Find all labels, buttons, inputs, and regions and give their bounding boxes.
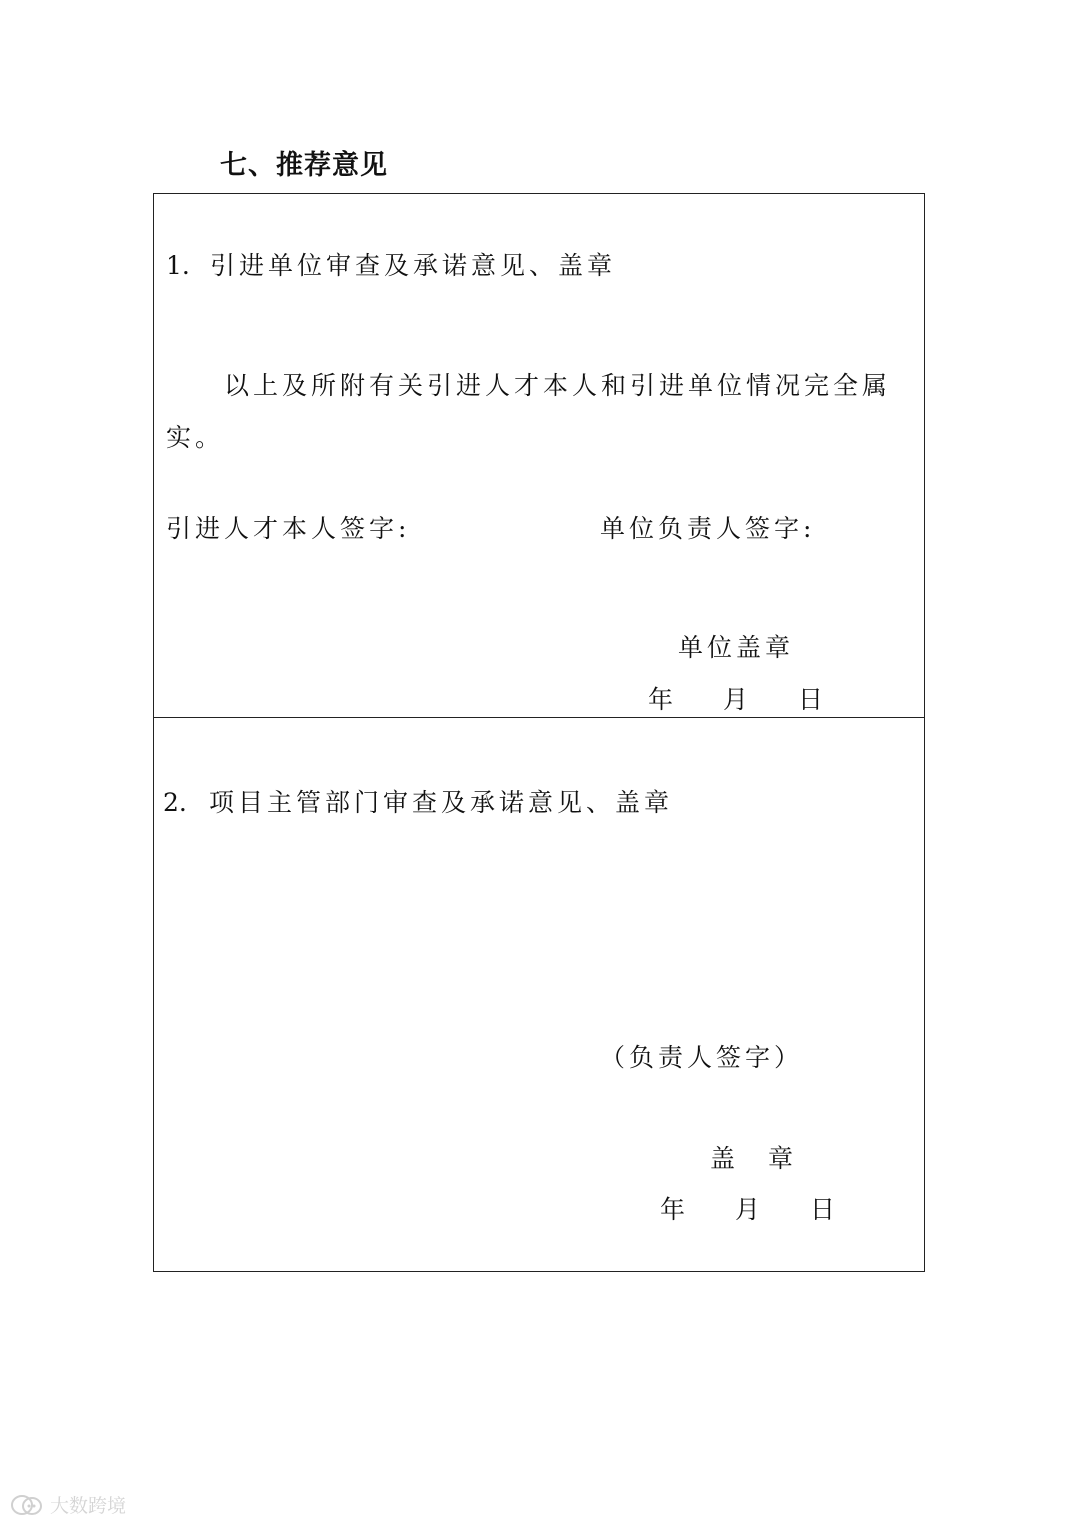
unit-seal-label: 单位盖章 [678,633,795,662]
recommendation-form-table [153,193,925,1272]
date-day: 日 [798,685,828,714]
responsible-signature-label: （负责人签字） [600,1043,804,1072]
talent-signature-label: 引进人才本人签字: [166,514,411,543]
watermark [10,1491,126,1518]
section1-number: 1. [166,251,190,280]
date-year: 年 [660,1195,690,1224]
section1-statement-line1: 以上及所附有关引进人才本人和引进单位情况完全属 [224,371,892,400]
section1-heading [166,246,616,282]
seal-label: 盖 章 [710,1144,798,1173]
section1-heading-text: 引进单位审查及承诺意见、盖章 [210,251,617,280]
date-day: 日 [810,1195,840,1224]
date-month: 月 [723,685,753,714]
leader-signature-label: 单位负责人签字: [600,514,816,543]
date-month: 月 [735,1195,765,1224]
chat-bubble-logo-icon [10,1493,46,1517]
section2-heading [163,783,673,819]
section-title: 七、推荐意见 [220,150,388,181]
section2-date [660,1190,839,1226]
section2-number: 2. [163,788,187,817]
section2-heading-text: 项目主管部门审查及承诺意见、盖章 [209,788,674,817]
section1-statement-line2: 实。 [166,423,225,452]
watermark-text: 大数跨境 [50,1495,127,1517]
section1-date [648,680,827,716]
date-year: 年 [648,685,678,714]
table-row-divider [154,717,924,718]
